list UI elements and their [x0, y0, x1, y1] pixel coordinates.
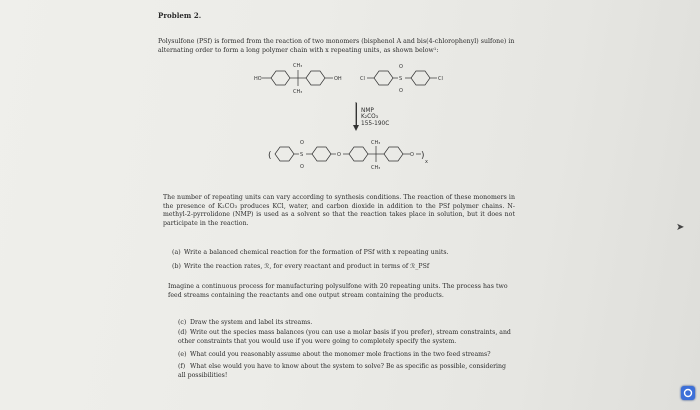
svg-text:): ) [421, 151, 425, 161]
problem-title: Problem 2. [158, 11, 202, 20]
sulfone-left-label: Cl [360, 76, 365, 82]
question-a-text: Write a balanced chemical reaction for the formation of PSf with x repeating units. [184, 249, 449, 256]
polymer-ring-3 [349, 147, 368, 161]
sulfone-top-o: O [399, 64, 403, 70]
bisphenol-right-label: OH [334, 76, 342, 82]
question-d-label: (d) [178, 329, 187, 336]
sulfone-bottom-o: O [399, 88, 403, 94]
question-e [178, 351, 491, 360]
bisphenol-top-label: CH₃ [293, 63, 303, 69]
sulfone-ring-2 [411, 71, 430, 85]
polymer-top-label: CH₃ [371, 140, 381, 146]
question-a-label: (a) [172, 249, 181, 256]
question-d-text: Write out the species mass balances (you can use a molar basis if you prefer), stream constraints, and other constraints that you would use if you were going to completely specify the system. [178, 329, 511, 345]
question-b [172, 263, 429, 272]
app-badge-icon[interactable] [681, 386, 695, 400]
conditions-line [356, 103, 357, 127]
question-f-text: What else would you have to know about the system to solve? Be as specific as possible, considering all possibilities! [178, 363, 506, 379]
polymer-bottom-label: CH₃ [371, 165, 381, 171]
question-d [178, 329, 518, 346]
process-paragraph: Imagine a continuous process for manufacturing polysulfone with 20 repeating units. The process has two feed streams containing the reactants and one output stream containing the products. [168, 283, 508, 299]
question-b-text: Write the reaction rates, ℛ, for every reactant and product in terms of ℛ_PSf [184, 263, 430, 270]
polymer-bottom-o: O [300, 164, 304, 170]
sulfone-ring-1 [374, 71, 393, 85]
question-c-label: (c) [178, 319, 187, 326]
condition-base: K₂CO₃ [361, 114, 379, 121]
condition-temperature: 155-190C [361, 120, 390, 127]
question-e-label: (e) [178, 351, 187, 358]
question-c-text: Draw the system and label its streams. [190, 319, 313, 326]
polymer-ring-2 [312, 147, 331, 161]
badge-glyph-icon [683, 388, 693, 398]
question-a [172, 249, 449, 258]
question-f-label: (f) [178, 363, 186, 370]
pointer-arrow-icon: ➤ [676, 222, 685, 233]
bisphenol-bottom-label: CH₃ [293, 89, 303, 95]
bisphenol-ring-1 [271, 71, 290, 85]
bisphenol-left-label: HO [254, 76, 262, 82]
sulfone-right-label: Cl [438, 76, 443, 82]
polymer-link-o: O [337, 152, 341, 158]
polymer-subscript: x [425, 159, 428, 165]
polymer-ring-1 [275, 147, 294, 161]
polymer-s: S [300, 152, 304, 158]
bisphenol-ring-2 [306, 71, 325, 85]
condition-solvent: NMP [361, 108, 374, 114]
question-c [178, 319, 312, 328]
sulfone-s: S [399, 76, 403, 82]
reaction-description-paragraph: The number of repeating units can vary according to synthesis conditions. The reaction of these monomers in the presence of K₂CO₃ produces KCl, water, and carbon dioxide in addition to the PSf polymer chains. N-methyl-2-pyrrolidone (NMP) is used as a solvent so that the reaction takes place in solution, but it does not participate in the reaction. [163, 194, 515, 227]
question-e-text: What could you reasonably assume about the monomer mole fractions in the two feed streams? [190, 351, 491, 358]
question-f [178, 363, 508, 380]
polymer-end-o: O [410, 152, 414, 158]
polymer-top-o: O [300, 140, 304, 146]
reaction-conditions [361, 108, 389, 127]
question-b-label: (b) [172, 263, 181, 270]
svg-text:(: ( [268, 151, 272, 161]
intro-paragraph: Polysulfone (PSf) is formed from the reaction of two monomers (bisphenol A and bis(4-chlorophenyl) sulfone) in alternating order to form a long polymer chain with x repeating units, as shown below¹: [158, 38, 515, 54]
polymer-ring-4 [384, 147, 403, 161]
